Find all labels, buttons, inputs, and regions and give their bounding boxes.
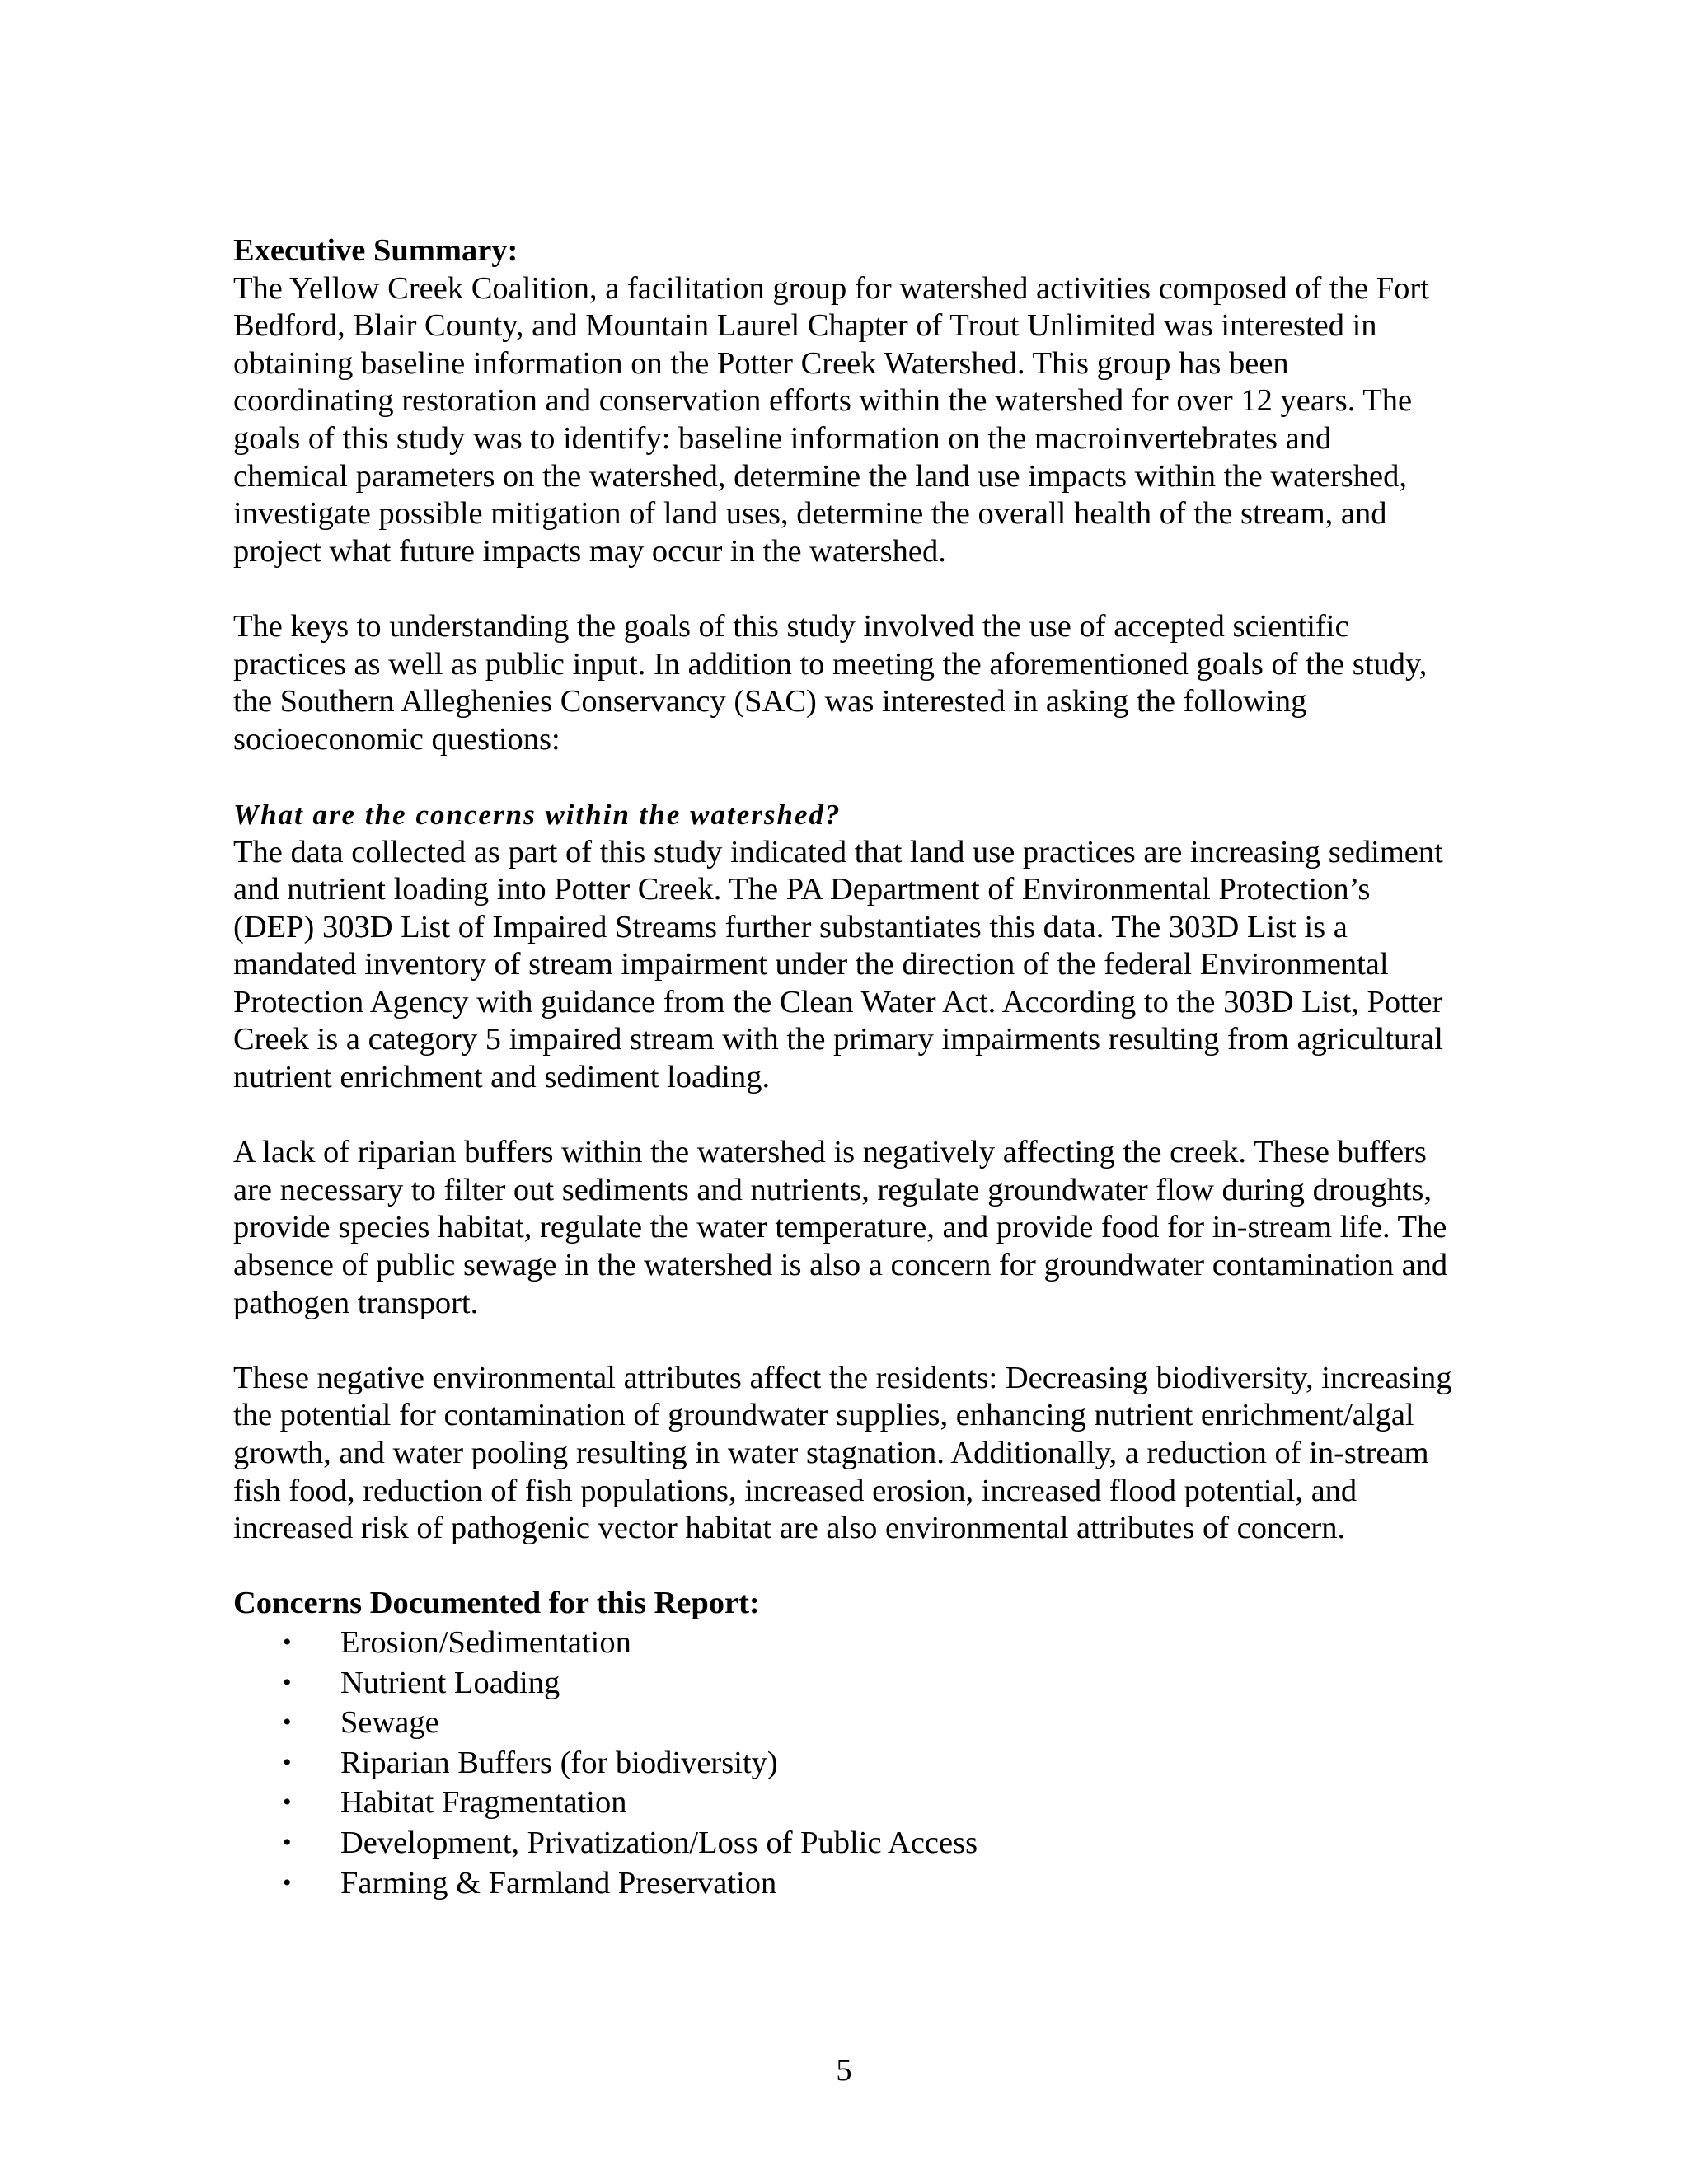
concerns-paragraph-3: These negative environmental attributes affect the residents: Decreasing biodiversity, increasing the potential for contamination of groundwater supplies, enhancing nutrient enrichment/algal growth, and water pooling resulting in water stagnation. Additionally, a reduction of in-stream fish food, reduction of fish populations, increased erosion, increased flood potential, and increased risk of pathogenic vector habitat are also environmental attributes of concern. <box>233 1360 1452 1546</box>
executive-summary-heading: Executive Summary: <box>233 233 518 268</box>
bullet-icon: • <box>283 1668 292 1696</box>
page-body <box>233 232 1453 1903</box>
list-item-label: Erosion/Sedimentation <box>340 1624 631 1660</box>
bullet-icon: • <box>283 1868 292 1896</box>
list-item-label: Nutrient Loading <box>340 1665 560 1700</box>
list-item <box>233 1743 1453 1783</box>
bullet-icon: • <box>283 1828 292 1856</box>
concerns-question-subheading: What are the concerns within the watershed? <box>233 798 842 831</box>
list-item-label: Farming & Farmland Preservation <box>340 1865 777 1900</box>
page-number: 5 <box>836 2053 852 2088</box>
list-item <box>233 1823 1453 1863</box>
list-item <box>233 1703 1453 1743</box>
list-item <box>233 1783 1453 1823</box>
list-item-label: Development, Privatization/Loss of Public Access <box>340 1825 978 1860</box>
executive-summary-paragraph-1: The Yellow Creek Coalition, a facilitation group for watershed activities composed of the Fort Bedford, Blair County, and Mountain Laurel Chapter of Trout Unlimited was interested in obtaining baseline information on the Potter Creek Watershed. This group has been coordinating restoration and conservation efforts within the watershed for over 12 years. The goals of this study was to identify: baseline information on the macroinvertebrates and chemical parameters on the watershed, determine the land use impacts within the watershed, investigate possible mitigation of land uses, determine the overall health of the stream, and project what future impacts may occur in the watershed. <box>233 270 1429 569</box>
list-item-label: Sewage <box>340 1705 439 1741</box>
documented-concerns-heading: Concerns Documented for this Report: <box>233 1586 760 1621</box>
bullet-icon: • <box>283 1628 292 1656</box>
list-item <box>233 1623 1453 1663</box>
bullet-icon: • <box>283 1708 292 1736</box>
concerns-paragraph-2: A lack of riparian buffers within the watershed is negatively affecting the creek. These buffers are necessary to filter out sediments and nutrients, regulate groundwater flow during droughts, provide species habitat, regulate the water temperature, and provide food for in-stream life. The absence of public sewage in the watershed is also a concern for groundwater contamination and pathogen transport. <box>233 1135 1448 1320</box>
list-item <box>233 1863 1453 1904</box>
bullet-icon: • <box>283 1788 292 1816</box>
documented-concerns-list <box>233 1623 1453 1903</box>
concerns-paragraph-1: The data collected as part of this study indicated that land use practices are increasing sediment and nutrient loading into Potter Creek. The PA Department of Environmental Protection’s (DEP) 303D List of Impaired Streams further substantiates this data. The 303D List is a mandated inventory of stream impairment under the direction of the federal Environmental Protection Agency with guidance from the Clean Water Act. According to the 303D List, Potter Creek is a category 5 impaired stream with the primary impairments resulting from agricultural nutrient enrichment and sediment loading. <box>233 834 1443 1095</box>
executive-summary-paragraph-2: The keys to understanding the goals of this study involved the use of accepted scientific practices as well as public input. In addition to meeting the aforementioned goals of the study, the Southern Alleghenies Conservancy (SAC) was interested in asking the following socioeconomic questions: <box>233 608 1428 757</box>
list-item-label: Habitat Fragmentation <box>340 1785 627 1821</box>
bullet-icon: • <box>283 1748 292 1776</box>
list-item <box>233 1663 1453 1704</box>
list-item-label: Riparian Buffers (for biodiversity) <box>340 1745 778 1780</box>
